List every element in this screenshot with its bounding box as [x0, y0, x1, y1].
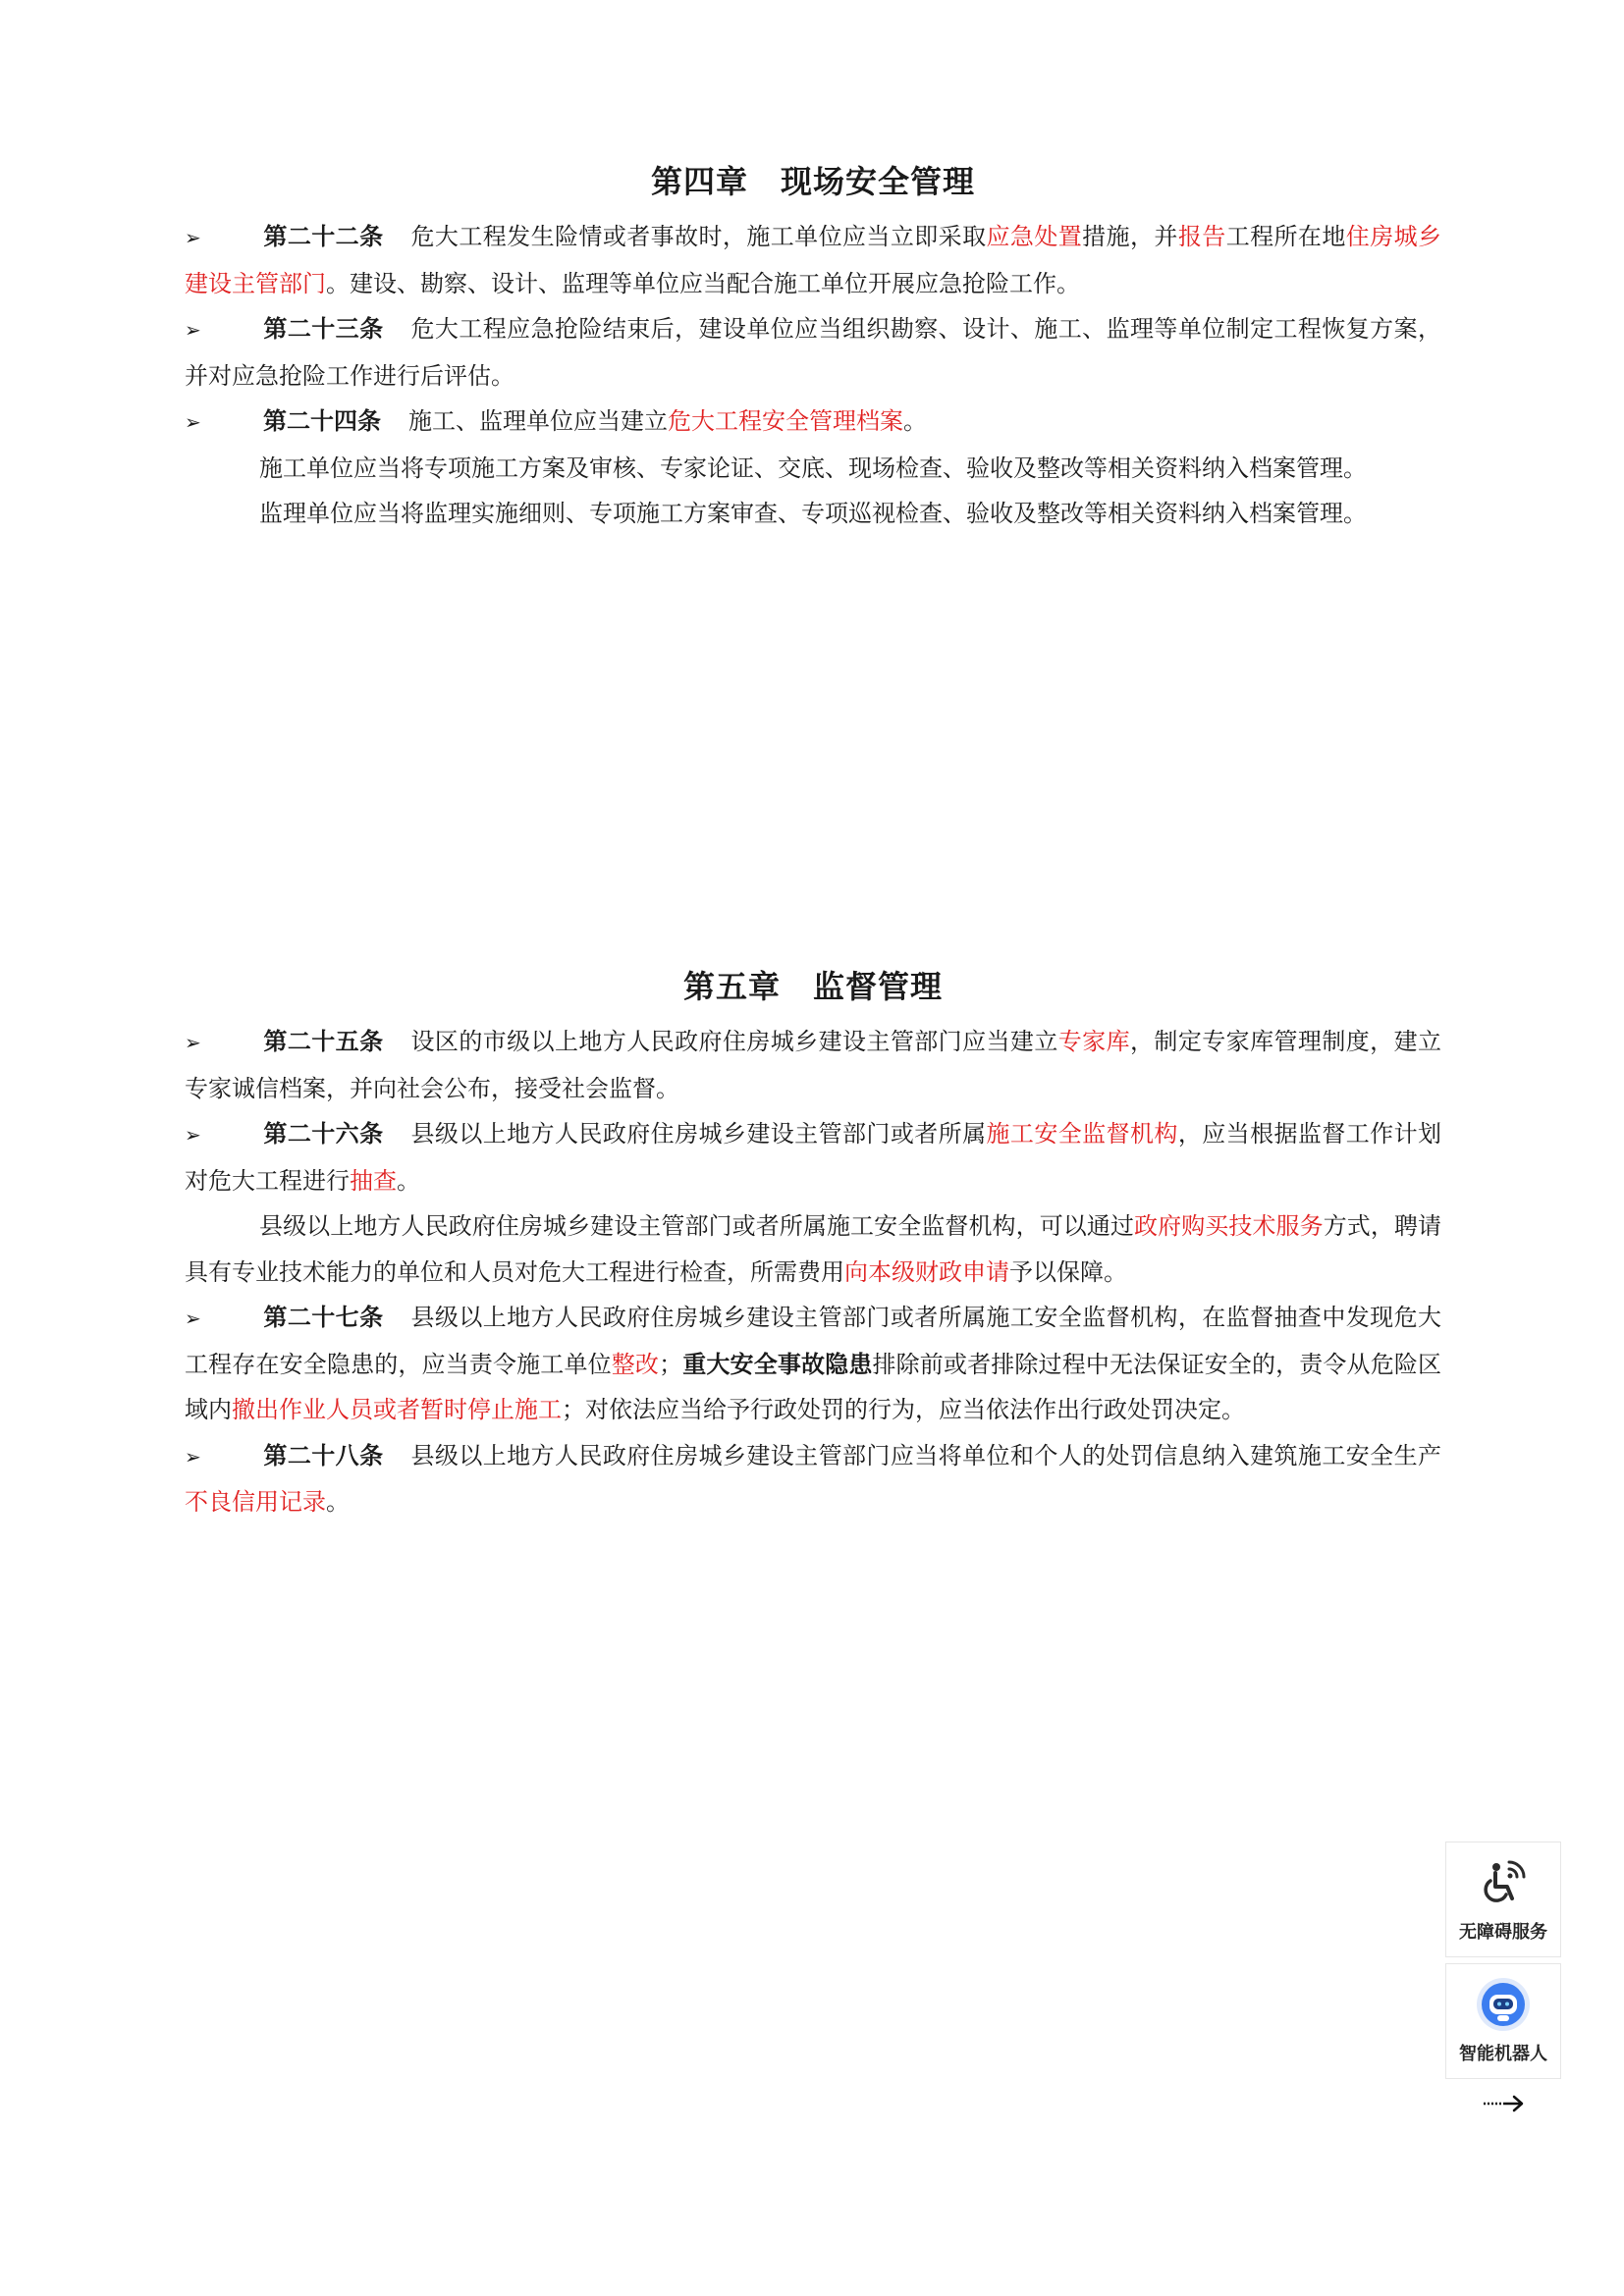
body-text: 予以保障。 [1009, 1257, 1127, 1286]
highlight-text: 施工安全监督机构 [986, 1120, 1178, 1148]
article-23 [185, 306, 1441, 399]
body-text: ；对依法应当给予行政处罚的行为，应当依法作出行政处罚决定。 [562, 1396, 1245, 1423]
bullet-arrow-icon: ➢ [185, 1307, 201, 1330]
bold-text: 重大安全事故隐患 [682, 1349, 873, 1378]
highlight-text: 整改 [611, 1350, 660, 1378]
chapter-5-title: 第五章 监督管理 [682, 968, 943, 1005]
body-text: ，制定专家库管理制度，建立专家诚信档案，并向社会公布，接受社会监督。 [185, 1028, 1441, 1102]
bullet-arrow-icon: ➢ [185, 226, 201, 249]
body-text: 。建设、勘察、设计、监理等单位应当配合施工单位开展应急抢险工作。 [326, 269, 1080, 297]
body-text: 县级以上地方人民政府住房城乡建设主管部门或者所属施工安全监督机构，在监督抽查中发现危大工程存在安全隐患的，应当责令施工单位 [185, 1304, 1441, 1378]
accessibility-service-label: 无障碍服务 [1459, 1922, 1547, 1943]
highlight-text: 危大工程安全管理档案 [668, 407, 903, 435]
accessibility-service-button[interactable] [1445, 1842, 1561, 1957]
article-number: 第二十六条 [263, 1119, 384, 1148]
article-26 [185, 1111, 1441, 1203]
article-28 [185, 1433, 1441, 1525]
article-26-sub [185, 1203, 1441, 1295]
highlight-text: 应急处置 [986, 223, 1083, 250]
article-number: 第二十八条 [263, 1440, 384, 1469]
article-24-sub-2: 监理单位应当将监理实施细则、专项施工方案审查、专项巡视检查、验收及整改等相关资料纳入档案管理。 [259, 500, 1367, 527]
highlight-text: 撤出作业人员或者暂时停止施工 [232, 1396, 562, 1423]
highlight-text: 向本级财政申请 [844, 1257, 1009, 1286]
article-25 [185, 1019, 1441, 1111]
body-text: ，应当根据监督工作计划对危大工程进行 [185, 1120, 1442, 1195]
body-text: 措施，并 [1082, 223, 1178, 250]
bullet-arrow-icon: ➢ [185, 1031, 201, 1054]
highlight-text: 报告 [1177, 223, 1226, 250]
wheelchair-wifi-icon [1476, 1855, 1531, 1910]
article-number: 第二十七条 [263, 1303, 384, 1331]
bullet-arrow-icon: ➢ [185, 318, 201, 342]
highlight-text: 专家库 [1057, 1028, 1130, 1055]
highlight-text: 不良信用记录 [185, 1488, 326, 1516]
article-27 [185, 1295, 1441, 1433]
bullet-arrow-icon: ➢ [185, 1123, 201, 1147]
article-number: 第二十四条 [263, 406, 381, 435]
smart-robot-label: 智能机器人 [1459, 2044, 1547, 2064]
body-text: 危大工程应急抢险结束后，建设单位应当组织勘察、设计、施工、监理等单位制定工程恢复方案，并对应急抢险工作进行后评估。 [185, 315, 1441, 390]
bullet-arrow-icon: ➢ [185, 1444, 201, 1468]
body-text: 工程所在地 [1225, 223, 1346, 250]
body-text: 方式，聘请具有专业技术能力的单位和人员对危大工程进行检查，所需费用 [185, 1212, 1442, 1286]
chapter-5 [185, 960, 1441, 1525]
body-text: 危大工程发生险情或者事故时，施工单位应当立即采取 [410, 223, 987, 250]
body-text: 县级以上地方人民政府住房城乡建设主管部门或者所属 [410, 1120, 987, 1148]
collapse-arrow-button[interactable] [1445, 2089, 1561, 2122]
highlight-text: 抽查 [350, 1166, 397, 1195]
body-text: ； [659, 1350, 683, 1378]
chapter-4-title: 第四章 现场安全管理 [650, 163, 975, 200]
article-22 [185, 214, 1441, 306]
robot-icon [1476, 1977, 1531, 2032]
chapter-4 [185, 155, 1441, 537]
article-number: 第二十二条 [263, 222, 384, 250]
article-24-sub-1: 施工单位应当将专项施工方案及审核、专家论证、交底、现场检查、验收及整改等相关资料纳入档案管理。 [259, 454, 1367, 482]
body-text: 设区的市级以上地方人民政府住房城乡建设主管部门应当建立 [410, 1028, 1058, 1055]
smart-robot-button[interactable] [1445, 1963, 1561, 2079]
body-text: 。 [903, 407, 927, 435]
article-number: 第二十五条 [263, 1027, 384, 1055]
article-24 [185, 399, 1441, 446]
arrow-right-icon [1480, 2094, 1527, 2117]
body-text: 县级以上地方人民政府住房城乡建设主管部门应当将单位和个人的处罚信息纳入建筑施工安全生产 [410, 1441, 1441, 1469]
article-number: 第二十三条 [263, 314, 384, 343]
body-text: 施工、监理单位应当建立 [408, 407, 668, 435]
highlight-text: 住房城乡建设主管部门 [185, 223, 1442, 297]
body-text: 。 [326, 1488, 350, 1516]
highlight-text: 政府购买技术服务 [1134, 1212, 1324, 1240]
side-widget [1445, 1842, 1561, 2122]
body-text: 。 [397, 1166, 420, 1195]
body-text: 县级以上地方人民政府住房城乡建设主管部门或者所属施工安全监督机构，可以通过 [259, 1212, 1135, 1240]
bullet-arrow-icon: ➢ [185, 410, 201, 434]
body-text: 排除前或者排除过程中无法保证安全的，责令从危险区域内 [185, 1350, 1442, 1423]
